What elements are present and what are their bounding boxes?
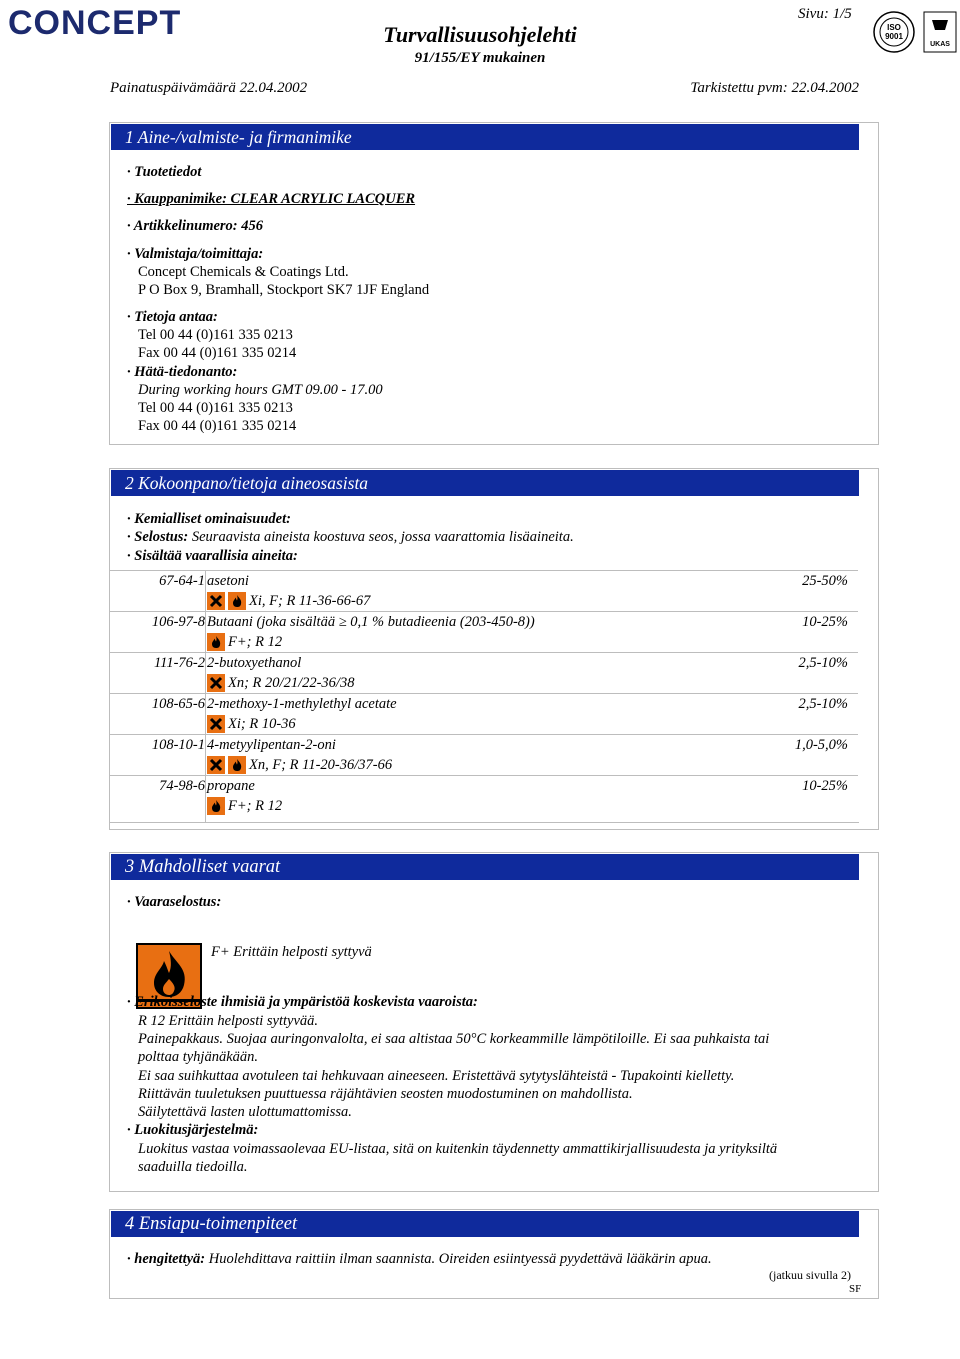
info-tel: Tel 00 44 (0)161 335 0213: [138, 327, 293, 343]
document-subtitle: 91/155/EY mukainen: [414, 50, 546, 66]
continued-note: (jatkuu sivulla 2): [769, 1268, 851, 1282]
section-1-title: 1 Aine-/valmiste- ja firmanimike: [111, 124, 859, 150]
page-number: Sivu: 1/5: [798, 6, 852, 22]
flammable-flame-icon: [228, 592, 246, 610]
hazard-text: F+; R 12: [228, 633, 283, 650]
description-label: · Selostus:: [127, 529, 189, 545]
description-text: Seuraavista aineista koostuva seos, jossa vaarattomia lisäaineita.: [191, 529, 574, 545]
hazard-line-5: Riittävän tuuletuksen puuttuessa räjähtävien seosten muodostuminen on mahdollista.: [138, 1086, 633, 1102]
hazard-classification: [207, 756, 392, 774]
logo-text: CONCEPT: [8, 4, 182, 42]
revision-date: Tarkistettu pvm: 22.04.2002: [690, 80, 859, 96]
concentration: 2,5-10%: [798, 696, 848, 712]
cert-iso-text: ISO: [887, 23, 901, 32]
composition-table: [110, 570, 859, 823]
hazard-classification: [207, 592, 370, 610]
substance-name: 2-butoxyethanol: [207, 655, 302, 671]
emergency-label: · Hätä-tiedonanto:: [127, 364, 238, 380]
classification-line-1: Luokitus vastaa voimassaolevaa EU-listaa, sitä on kuitenkin täydennetty ammattikirjallisuudesta ja yrityksiltä: [138, 1141, 778, 1157]
section-4: [109, 1209, 879, 1299]
cas-number: 67-64-1: [159, 573, 205, 589]
info-fax: Fax 00 44 (0)161 335 0214: [138, 345, 297, 361]
hazard-classification: [207, 715, 296, 733]
harmful-x-icon: [207, 592, 225, 610]
document-title: Turvallisuusohjelehti: [383, 22, 577, 47]
info-label: · Tietoja antaa:: [127, 309, 218, 325]
hazard-line-1: R 12 Erittäin helposti syttyvää.: [138, 1013, 319, 1029]
supplier-label: · Valmistaja/toimittaja:: [127, 246, 264, 262]
hazard-classification: [207, 797, 282, 815]
section-3-title: 3 Mahdolliset vaarat: [111, 854, 859, 880]
section-1: [109, 122, 879, 445]
hazard-text: Xn, F; R 11-20-36/37-66: [249, 756, 393, 773]
section-3: [109, 852, 879, 1192]
classification-label: · Luokitusjärjestelmä:: [127, 1122, 259, 1138]
cert-ukas-text: UKAS: [930, 41, 950, 48]
supplier-address: P O Box 9, Bramhall, Stockport SK7 1JF England: [138, 282, 430, 298]
hazard-line-6: Säilytettävä lasten ulottumattomissa.: [138, 1104, 352, 1120]
table-row: [110, 652, 858, 694]
section-2-title: 2 Kokoonpano/tietoja aineosasista: [111, 470, 859, 496]
substance-name: asetoni: [207, 573, 249, 589]
flammable-flame-icon: [207, 797, 225, 815]
inhalation-line: [127, 1250, 712, 1268]
emergency-fax: Fax 00 44 (0)161 335 0214: [138, 418, 297, 434]
flammable-flame-icon: [228, 756, 246, 774]
trade-name: · Kauppanimike: CLEAR ACRYLIC LACQUER: [127, 191, 416, 207]
product-info-label: · Tuotetiedot: [127, 164, 202, 180]
chem-properties-label: · Kemialliset ominaisuudet:: [127, 511, 291, 527]
section-4-title: 4 Ensiapu-toimenpiteet: [111, 1211, 859, 1237]
substance-name: 2-methoxy-1-methylethyl acetate: [207, 696, 397, 712]
hazard-description-label: · Vaaraselostus:: [127, 894, 222, 910]
hazard-text: Xn; R 20/21/22-36/38: [228, 674, 355, 691]
certification-logos: [872, 8, 960, 60]
substance-name: 4-metyylipentan-2-oni: [207, 737, 336, 753]
emergency-tel: Tel 00 44 (0)161 335 0213: [138, 400, 293, 416]
table-row: [110, 611, 858, 653]
cas-number: 108-10-1: [151, 737, 205, 753]
table-row: [110, 693, 858, 735]
concentration: 2,5-10%: [798, 655, 848, 671]
description-line: [127, 528, 574, 546]
cas-number: 106-97-8: [151, 614, 205, 630]
pictogram-caption: F+ Erittäin helposti syttyvä: [211, 944, 372, 960]
substance-name: propane: [207, 778, 255, 794]
supplier-name: Concept Chemicals & Coatings Ltd.: [138, 264, 349, 280]
harmful-x-icon: [207, 715, 225, 733]
inhalation-text: Huolehdittava raittiin ilman saannista. Oireiden esiintyessä pyydettävä lääkärin apua.: [208, 1251, 712, 1267]
cas-number: 74-98-6: [159, 778, 205, 794]
classification-line-2: saaduilla tiedoilla.: [138, 1159, 248, 1175]
section-2: [109, 468, 879, 830]
article-number: · Artikkelinumero: 456: [127, 218, 264, 234]
table-row: [110, 775, 858, 817]
hazard-classification: [207, 633, 282, 651]
flammable-flame-icon: [207, 633, 225, 651]
hazard-line-2: Painepakkaus. Suojaa auringonvalolta, ei saa altistaa 50°C korkeammille lämpötiloille. Ei saa puhkaista tai: [138, 1031, 770, 1047]
table-row: [110, 570, 858, 612]
emergency-hours: During working hours GMT 09.00 - 17.00: [138, 382, 383, 398]
concentration: 10-25%: [802, 778, 848, 794]
hazard-classification: [207, 674, 354, 692]
hazard-line-3: polttaa tyhjänäkään.: [138, 1049, 259, 1065]
hazard-text: Xi; R 10-36: [228, 715, 296, 732]
hazard-text: Xi, F; R 11-36-66-67: [249, 592, 371, 609]
concentration: 1,0-5,0%: [794, 737, 848, 753]
substance-name: Butaani (joka sisältää ≥ 0,1 % butadieenia (203-450-8)): [207, 614, 535, 630]
hazard-line-4: Ei saa suihkuttaa avotuleen tai hehkuvaan aineeseen. Eristettävä sytytyslähteistä - Tupakointi kielletty.: [138, 1068, 735, 1084]
concentration: 25-50%: [802, 573, 848, 589]
table-row: [110, 734, 858, 776]
concentration: 10-25%: [802, 614, 848, 630]
cas-number: 111-76-2: [153, 655, 205, 671]
harmful-x-icon: [207, 756, 225, 774]
hazardous-label: · Sisältää vaarallisia aineita:: [127, 548, 298, 564]
hazard-text: F+; R 12: [228, 797, 283, 814]
inhalation-label: · hengitettyä:: [127, 1251, 206, 1267]
cas-number: 108-65-6: [151, 696, 205, 712]
special-hazards-label: · Erikoisseloste ihmisiä ja ympäristöä koskevista vaaroista:: [127, 994, 478, 1010]
print-date: Painatuspäivämäärä 22.04.2002: [110, 80, 308, 96]
cert-num-text: 9001: [885, 32, 903, 41]
language-code: SF: [849, 1283, 862, 1295]
harmful-x-icon: [207, 674, 225, 692]
